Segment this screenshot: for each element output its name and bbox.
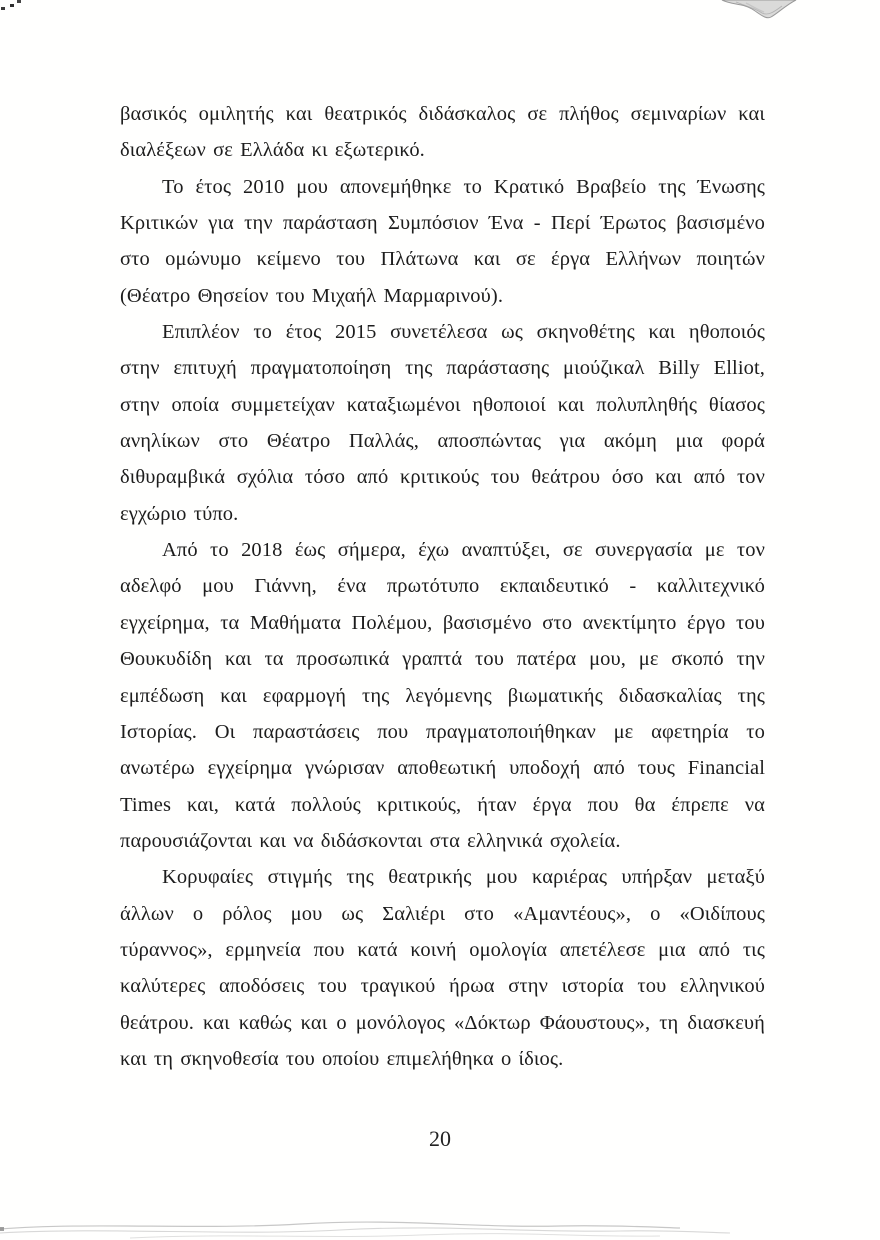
paragraph [120, 169, 765, 314]
page-number-label: 20 [429, 1126, 451, 1151]
text-line: στην επιτυχή πραγματοποίηση της παράστασης μιούζικαλ Billy Elliot, [120, 357, 765, 380]
text-line: στην οποία συμμετείχαν καταξιωμένοι ηθοποιοί και πολυπληθής θίασος [120, 393, 765, 416]
page-curl-artifact [0, 1214, 880, 1240]
text-line: Times και, κατά πολλούς κριτικούς, ήταν έργα που θα έπρεπε να [120, 793, 765, 816]
text-line: ανηλίκων στο Θέατρο Παλλάς, αποσπώντας για ακόμη μια φορά [120, 430, 765, 453]
text-line: θεάτρου. και καθώς και ο μονόλογος «Δόκτωρ Φάουστους», τη διασκευή [120, 1011, 765, 1034]
text-line: Ιστορίας. Οι παραστάσεις που πραγματοποιήθηκαν με αφετηρία το [120, 720, 765, 743]
text-line: καλύτερες αποδόσεις του τραγικού ήρωα στην ιστορία του ελληνικού [120, 975, 765, 998]
text-line: Επιπλέον το έτος 2015 συνετέλεσα ως σκηνοθέτης και ηθοποιός [162, 321, 765, 344]
text-line: τύραννος», ερμηνεία που κατά κοινή ομολογία απετέλεσε μια από τις [120, 938, 765, 961]
text-line: άλλων ο ρόλος μου ως Σαλιέρι στο «Αμαντέους», ο «Οιδίπους [120, 902, 765, 925]
document-body [120, 96, 765, 1077]
paragraph [120, 314, 765, 532]
paragraph [120, 96, 765, 169]
text-line: διαλέξεων σε Ελλάδα κι εξωτερικό. [120, 139, 425, 162]
text-line: Θουκυδίδη και τα προσωπικά γραπτά του πατέρα μου, με σκοπό την [120, 648, 765, 671]
text-line: ανωτέρω εγχείρημα γνώρισαν αποθεωτική υποδοχή από τους Financial [120, 757, 765, 780]
text-line: και τη σκηνοθεσία του οποίου επιμελήθηκα ο ίδιος. [120, 1047, 564, 1070]
corner-specks-artifact [0, 0, 30, 14]
stamp-fragment-artifact [716, 0, 806, 26]
text-line: Το έτος 2010 μου απονεμήθηκε το Κρατικό Βραβείο της Ένωσης [162, 175, 765, 198]
text-line: εγχώριο τύπο. [120, 502, 239, 525]
text-line: διθυραμβικά σχόλια τόσο από κριτικούς του θεάτρου όσο και από τον [120, 466, 765, 489]
text-line: βασικός ομιλητής και θεατρικός διδάσκαλος σε πλήθος σεμιναρίων και [120, 103, 765, 125]
text-line: παρουσιάζονται και να διδάσκονται στα ελληνικά σχολεία. [120, 829, 621, 852]
text-line: (Θέατρο Θησείον του Μιχαήλ Μαρμαρινού). [120, 284, 504, 307]
text-line: εμπέδωση και εφαρμογή της λεγόμενης βιωματικής διδασκαλίας της [120, 684, 765, 707]
paragraph [120, 532, 765, 859]
text-line: εγχείρημα, τα Μαθήματα Πολέμου, βασισμένο στο ανεκτίμητο έργο του [120, 611, 765, 634]
text-line: αδελφό μου Γιάννη, ένα πρωτότυπο εκπαιδευτικό - καλλιτεχνικό [120, 575, 765, 598]
paragraph [120, 859, 765, 1077]
text-line: Από το 2018 έως σήμερα, έχω αναπτύξει, σε συνεργασία με τον [162, 539, 765, 562]
text-line: στο ομώνυμο κείμενο του Πλάτωνα και σε έργα Ελλήνων ποιητών [120, 248, 765, 271]
text-line: Κορυφαίες στιγμής της θεατρικής μου καριέρας υπήρξαν μεταξύ [162, 866, 765, 889]
text-line: Κριτικών για την παράσταση Συμπόσιον Ένα - Περί Έρωτος βασισμένο [120, 212, 765, 235]
